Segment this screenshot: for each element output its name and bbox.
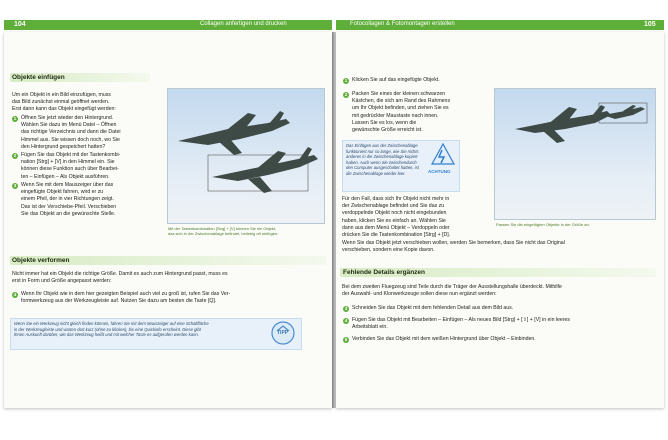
right-step-number-5: 5 [344,337,348,342]
left-intro: Um ein Objekt in ein Bild einzufügen, muss das Bild zunächst einmal geöffnet werden. Erst dann kann das Objekt eingefügt werden: [12,92,116,113]
right-step-2: Packen Sie eines der kleinen schwarzen Kästchen, die sich am Rand des Rahmens um Ihr Objekt befinden, und ziehen Sie es mit gedrückter Maustaste nach innen. Lassen Sie es los, wenn die gewünschte Größe erreicht ist. [352,91,451,134]
right-step-number-1: 1 [344,78,348,83]
section-title-objekte-verformen: Objekte verformen [12,257,70,264]
tip-label: TIPP [277,330,289,336]
left-step-3: Wenn Sie mit dem Mauszeiger über das eingefügte Objekt fahren, wird er zu einem Pfeil, der in vier Richtungen zeigt. Das ist der Verschiebe-Pfeil. Verschieben Sie das Objekt an die gewünschte Stelle. [21,182,117,217]
right-step-3: Schneiden Sie das Objekt mit dem fehlenden Detail aus dem Bild aus. [352,305,514,311]
right-step-4: Fügen Sie das Objekt mit Bearbeiten – Einfügen – Als neues Bild [Strg] + [⇧] + [V] in ein leeres Arbeitsblatt ein. [352,317,571,331]
right-jet-photo [494,88,656,220]
section-title-fehlende-details: Fehlende Details ergänzen [343,269,425,276]
left-step-1: Öffnen Sie jetzt wieder den Hintergrund. Wählen Sie dazu im Menü Datei – Öffnen das richtige Verzeichnis und dann die Datei Himmel aus. Sie wissen doch noch, wo Sie den Hintergrund gespeichert hatten? [21,115,121,150]
tip-text: Wenn Sie ein Werkzeug nicht gleich finden können, fahren Sie mit dem Mauszeiger auf eine Schaltfläche in der Werkzeugleiste und warten dort kurz (ohne zu klicken), bis eine Quickinfo erscheint. Diese gibt Ihnen Auskunft darüber, wie das Werkzeug heißt und mit welcher Taste es aufgerufen werden kann. [14,321,209,338]
right-step-number-3: 3 [344,306,348,311]
right-step-number-4: 4 [344,318,348,323]
jet-icon [495,89,655,219]
left-step-2: Fügen Sie das Objekt mit der Tastenkombi- nation [Strg] + [V] in den Himmel ein. Sie können diese Funktion auch über Bearbei- ten – Einfügen – Als Objekt ausführen. [21,152,121,180]
warning-icon [430,142,456,168]
left-para-2: Nicht immer hat ein Objekt die richtige Größe. Damit es auch zum Hintergrund passt, muss es erst in Form und Größe angepasst werden: [12,271,228,285]
right-header-title: Fotocollagen & Fotomontagen erstellen [350,21,455,27]
step-number-4: 4 [13,292,17,297]
left-step-4: Wenn Ihr Objekt wie in dem hier gezeigten Beispiel auch viel zu groß ist, rufen Sie das Ver- formwerkzeug aus der Werkzeugleiste auf. Nutzen Sie dazu am besten die Taste [Q]. [21,291,231,305]
warning-text: Das Einfügen aus der Zwischenablage funktioniert nur so lange, wie Sie nichts anderes in die Zwischenablage kopiert haben. Auch wenn Sie zwischendurch den Computer ausgeschaltet hatten, ist die Zwischenablage wieder leer. [346,143,419,176]
warning-label: ACHTUNG [428,169,451,174]
right-para-1: Für den Fall, dass sich Ihr Objekt nicht mehr in der Zwischenablage befindet und Sie das zu verdoppelnde Objekt noch nicht eingebunden haben, klicken Sie es einfach an. Wählen Sie dann aus dem Menü Objekt – Verdoppeln oder drücken Sie die Tastenkombination [Strg] + [D]. [342,196,451,239]
right-step-number-2: 2 [344,92,348,97]
left-header-title: Collagen anfertigen und drucken [200,21,287,27]
step-number-2: 2 [13,153,17,158]
right-page-number: 105 [644,21,656,28]
left-caption: Mit der Tastenkombination [Strg] + [V] können Sie ein Objekt, das sich in der Zwischenablage befindet, beliebig oft einfügen. [168,226,279,237]
jet-icon [168,89,324,223]
step-number-1: 1 [13,116,17,121]
step-number-3: 3 [13,183,17,188]
left-page-number: 104 [14,21,26,28]
right-caption: Passen Sie die eingefügten Objekte in der Größe an. [496,222,590,227]
right-para-3: Bei dem zweiten Fluegzeug sind Teile durch die Träger der Ausstellungshalle überdeckt. Mithilfe der Auswahl- und Klonwerkzeuge sollen diese nun ergänzt werden: [342,284,562,298]
right-step-1: Klicken Sie auf das eingefügte Objekt. [352,77,440,83]
section-title-objekte-einfuegen: Objekte einfügen [12,74,65,81]
right-step-5: Verbinden Sie das Objekt mit dem weißen Hintergrund über Objekt – Einbinden. [352,336,536,342]
right-para-2: Wenn Sie das Objekt jetzt verschieben wollen, werden Sie bemerken, dass Sie nicht das Original verschieben, sondern eine Kopie davon. [342,240,565,254]
left-jet-photo [167,88,325,224]
